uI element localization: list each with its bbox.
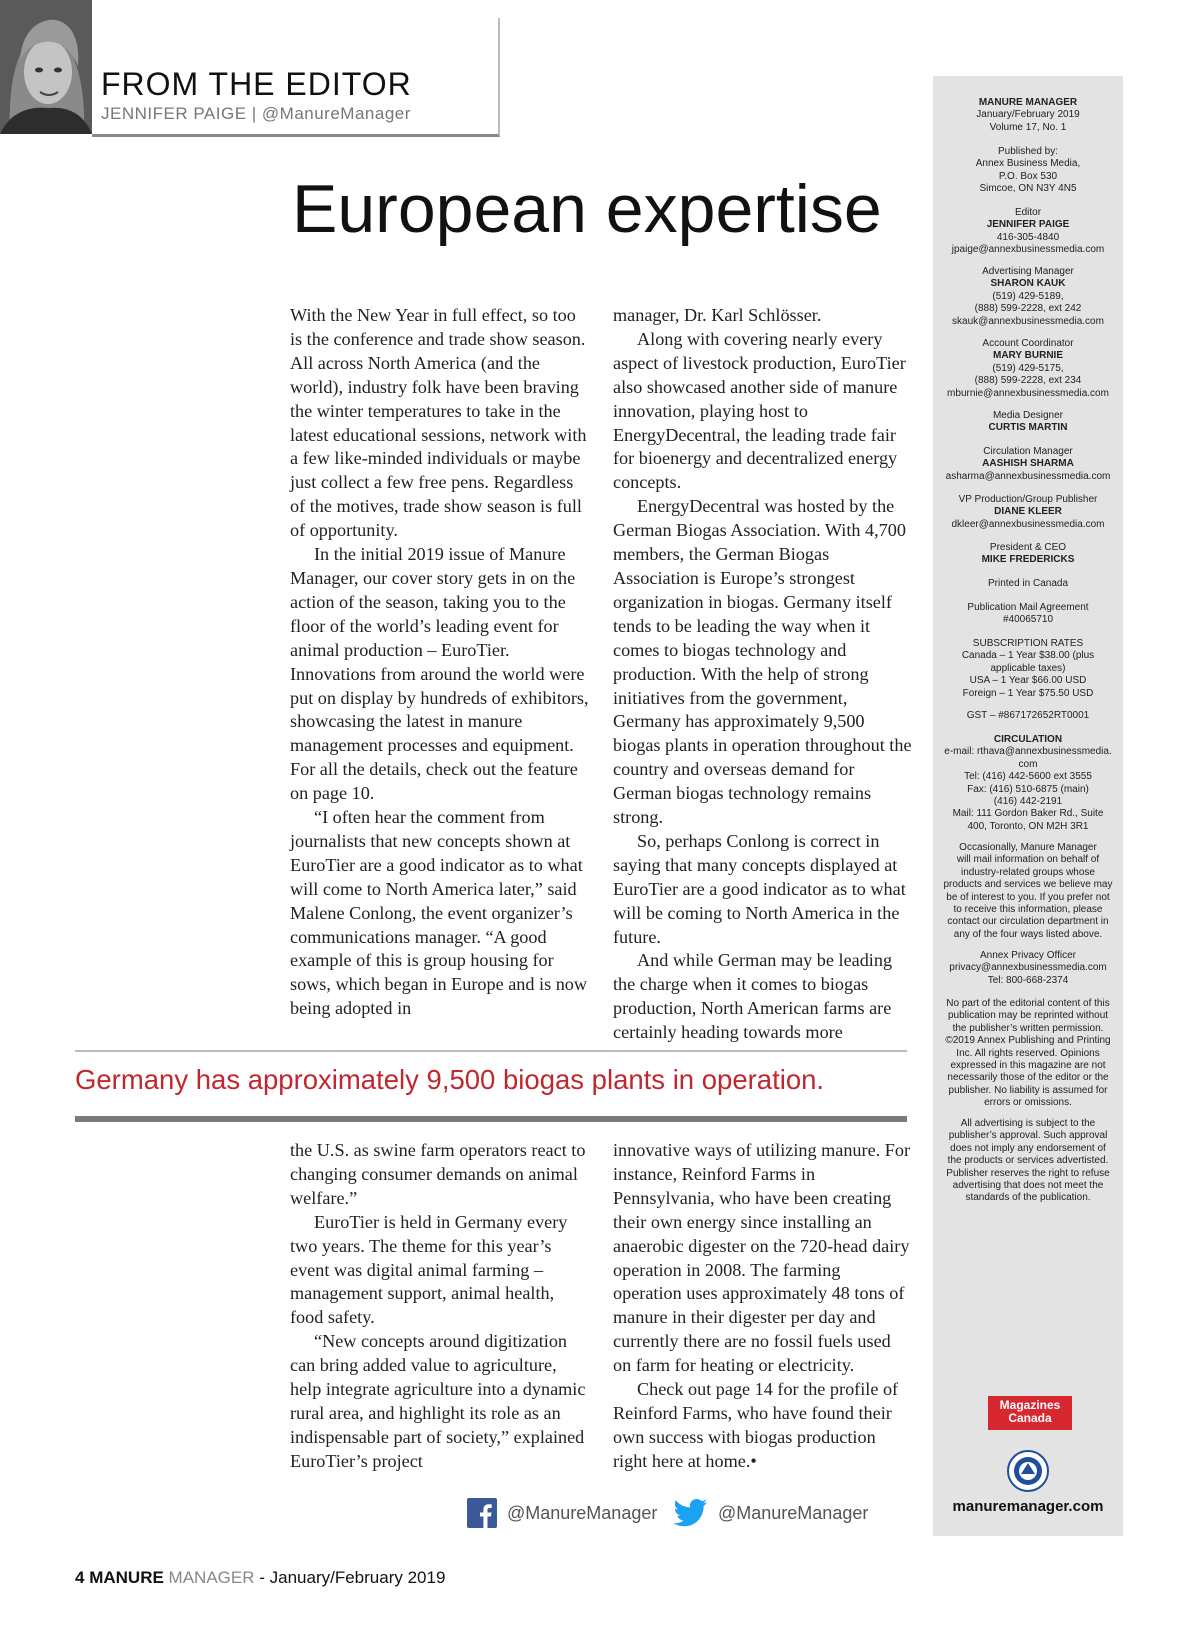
- notice-line: publisher. No liability is assumed for: [948, 1084, 1108, 1096]
- role-label: Editor: [1014, 207, 1042, 218]
- mail-agreement-number: #40065710: [1002, 614, 1054, 626]
- email[interactable]: privacy@annexbusinessmedia.com: [949, 962, 1107, 974]
- editor-portrait-image: [0, 0, 92, 134]
- masthead-occasionally: [933, 842, 1123, 941]
- twitter-link[interactable]: [674, 1497, 868, 1529]
- email[interactable]: dkleer@annexbusinessmedia.com: [951, 518, 1105, 530]
- person-name: SHARON KAUK: [990, 278, 1066, 290]
- paragraph: the U.S. as swine farm operators react to changing consumer demands on animal welfare.”: [290, 1140, 586, 1208]
- notice-line: expressed in this magazine are not: [950, 1060, 1106, 1072]
- notice-line: be of interest to you. If you prefer not: [946, 891, 1110, 903]
- body-column-2-top: [613, 304, 913, 1045]
- email[interactable]: e-mail: rthava@annexbusinessmedia.: [944, 746, 1112, 758]
- masthead-advertising: [933, 266, 1123, 328]
- paragraph: Check out page 14 for the profile of Reinford Farms, who have found their own success with biogas production right here at home.•: [613, 1379, 899, 1471]
- person-name: MIKE FREDERICKS: [981, 554, 1075, 566]
- notice-line: the publisher’s written permission.: [952, 1022, 1104, 1034]
- fax: Fax: (416) 510-6875 (main): [967, 783, 1089, 795]
- column-title: FROM THE EDITOR: [101, 66, 412, 102]
- pull-quote-rule-bottom: [75, 1116, 907, 1122]
- masthead-account: [933, 338, 1123, 400]
- paragraph: And while German may be leading the charge when it comes to biogas production, North American farms are certainly heading towards more: [613, 950, 893, 1043]
- phone: (888) 599-2228, ext 242: [974, 303, 1082, 315]
- masthead-circulation: [933, 734, 1123, 833]
- role-label: Circulation Manager: [983, 446, 1073, 457]
- publisher-box: P.O. Box 530: [998, 170, 1058, 182]
- twitter-icon: [674, 1498, 708, 1528]
- pull-quote: Germany has approximately 9,500 biogas plants in operation.: [75, 1064, 825, 1095]
- masthead-editor: [933, 207, 1123, 257]
- publication-issue: January/February 2019: [976, 109, 1080, 121]
- body-column-1-bottom: [290, 1139, 590, 1474]
- notice-line: publisher’s approval. Such approval: [948, 1130, 1108, 1142]
- notice-line: to receive this information, please: [953, 904, 1103, 916]
- masthead-mail-agreement: [933, 602, 1123, 627]
- role-label: Media Designer: [992, 410, 1064, 421]
- mail-address: 400, Toronto, ON M2H 3R1: [967, 820, 1089, 832]
- page-folio: [75, 1568, 445, 1588]
- notice-line: All advertising is subject to the: [960, 1118, 1096, 1129]
- facebook-handle: @ManureManager: [507, 1502, 658, 1523]
- paragraph: So, perhaps Conlong is correct in saying that many concepts displayed at EuroTier are a good indicator as to what will be coming to North America in the future.: [613, 830, 906, 947]
- publisher-name: Annex Business Media,: [975, 158, 1081, 170]
- notice-line: will mail information on behalf of: [956, 854, 1100, 866]
- masthead-ceo: [933, 542, 1123, 567]
- role-label: Account Coordinator: [982, 338, 1074, 349]
- person-name: DIANE KLEER: [994, 506, 1062, 518]
- editor-photo: [0, 0, 92, 134]
- person-name: JENNIFER PAIGE: [986, 219, 1070, 231]
- email[interactable]: asharma@annexbusinessmedia.com: [945, 470, 1111, 482]
- subscription-rate: USA – 1 Year $66.00 USD: [969, 675, 1087, 687]
- headline: European expertise: [292, 171, 882, 247]
- fax: (416) 442-2191: [993, 796, 1063, 808]
- phone: (888) 599-2228, ext 234: [974, 375, 1082, 387]
- masthead-publisher: [933, 146, 1123, 196]
- issue-date: - January/February 2019: [254, 1568, 446, 1587]
- notice-line: the products or services advertisted.: [947, 1155, 1109, 1167]
- notice-line: publication may be reprinted without: [947, 1010, 1109, 1022]
- byline: JENNIFER PAIGE | @ManureManager: [101, 104, 411, 123]
- email[interactable]: com: [1018, 758, 1038, 770]
- masthead-printed: Printed in Canada: [987, 578, 1069, 589]
- phone: Tel: 800-668-2374: [987, 974, 1069, 986]
- notice-line: advertising that does not meet the: [952, 1180, 1104, 1192]
- association-seal-icon: [1007, 1450, 1049, 1492]
- notice-line: products and services we believe may: [943, 879, 1113, 891]
- paragraph: In the initial 2019 issue of Manure Manager, our cover story gets in on the action of the season, taking you to the floor of the world’s leading event for animal production – EuroTier. Innovations from around the world were put on display by hundreds of exhibitors, showcasing the latest in manure management processes and equipment. For all the details, check out the feature on page 10.: [290, 544, 589, 804]
- brand-light: MANAGER: [168, 1568, 255, 1587]
- facebook-icon: [467, 1498, 497, 1528]
- published-by-label: Published by:: [997, 146, 1059, 157]
- masthead-publication: [933, 97, 1123, 134]
- person-name: MARY BURNIE: [992, 350, 1063, 362]
- masthead-designer: [933, 410, 1123, 435]
- notice-line: industry-related groups whose: [961, 866, 1095, 878]
- publisher-city: Simcoe, ON N3Y 4N5: [979, 183, 1077, 195]
- paragraph: EuroTier is held in Germany every two years. The theme for this year’s event was digital animal farming – management support, animal health, food safety.: [290, 1211, 568, 1328]
- masthead-sidebar: [933, 76, 1123, 1536]
- facebook-link[interactable]: [467, 1497, 657, 1529]
- masthead-vp: [933, 494, 1123, 531]
- notice-line: contact our circulation department in: [947, 916, 1109, 928]
- role-label: VP Production/Group Publisher: [958, 494, 1098, 505]
- paragraph: manager, Dr. Karl Schlösser.: [613, 305, 822, 325]
- mail-agreement-label: Publication Mail Agreement: [967, 602, 1089, 613]
- role-label: President & CEO: [989, 542, 1067, 553]
- notice-line: ©2019 Annex Publishing and Printing: [945, 1035, 1111, 1047]
- paragraph: “I often hear the comment from journalists that new concepts shown at EuroTier are a good indicator as to what will come to North America later,” said Malene Conlong, the event organizer’s communications manager. “A good example of this is group housing for sows, which began in Europe and is now being adopted in: [290, 807, 588, 1019]
- paragraph: With the New Year in full effect, so too is the conference and trade show season. All across North America (and the world), industry folk have been braving the winter temperatures to take in the latest educational sessions, network with a few like-minded individuals or maybe just collect a few free pens. Regardless of the motives, trade show season is full of opportunity.: [290, 305, 587, 541]
- phone: (519) 429-5175,: [992, 362, 1064, 374]
- notice-line: necessarily those of the editor or the: [947, 1072, 1109, 1084]
- paragraph: EnergyDecentral was hosted by the German Biogas Association. With 4,700 members, the German Biogas Association is Europe’s strongest organization in biogas. Germany itself tends to be leading the way when it comes to biogas technology and production. With the help of strong initiatives from the government, Germany has approximately 9,500 biogas plants in operation throughout the country and overseas demand for German biogas technology remains strong.: [613, 496, 912, 828]
- paragraph: innovative ways of utilizing manure. For instance, Reinford Farms in Pennsylvania, who have been creating their own energy since installing an anaerobic digester on the 720-head dairy operation in 2008. The farming operation uses approximately 48 tons of manure in their digester per day and currently there are no fossil fuels used on farm for heating or electricity.: [613, 1140, 911, 1376]
- subscription-rate: applicable taxes): [990, 662, 1066, 674]
- logo-line: Magazines: [999, 1398, 1061, 1412]
- magazines-canada-logo: [988, 1396, 1072, 1430]
- notice-line: Occasionally, Manure Manager: [959, 842, 1097, 853]
- notice-line: does not imply any endorsement of: [950, 1142, 1106, 1154]
- pull-quote-rule-top: [75, 1050, 907, 1052]
- notice-line: No part of the editorial content of this: [946, 998, 1110, 1009]
- phone: (519) 429-5189,: [992, 290, 1064, 302]
- notice-line: Inc. All rights reserved. Opinions: [956, 1047, 1100, 1059]
- phone: 416-305-4840: [996, 231, 1060, 243]
- website-link[interactable]: manuremanager.com: [952, 1498, 1104, 1515]
- notice-line: errors or omissions.: [984, 1097, 1072, 1109]
- paragraph: Along with covering nearly every aspect of livestock production, EuroTier also showcased another side of manure innovation, playing host to EnergyDecentral, the leading trade fair for bioenergy and decentralized energy concepts.: [613, 328, 906, 493]
- logo-line: Canada: [1008, 1411, 1052, 1425]
- notice-line: any of the four ways listed above.: [953, 928, 1103, 940]
- person-name: CURTIS MARTIN: [988, 422, 1068, 434]
- twitter-handle: @ManureManager: [718, 1502, 869, 1523]
- subscription-title: SUBSCRIPTION RATES: [972, 638, 1084, 649]
- notice-line: standards of the publication.: [965, 1192, 1091, 1204]
- body-column-1-top: [290, 304, 590, 1021]
- publication-volume: Volume 17, No. 1: [989, 121, 1067, 133]
- role-label: Annex Privacy Officer: [980, 950, 1076, 961]
- subscription-rate: Foreign – 1 Year $75.50 USD: [962, 687, 1094, 699]
- email[interactable]: skauk@annexbusinessmedia.com: [952, 315, 1104, 327]
- masthead-privacy: [933, 950, 1123, 987]
- phone: Tel: (416) 442-5600 ext 3555: [964, 771, 1092, 783]
- mail-address: Mail: 111 Gordon Baker Rd., Suite: [952, 808, 1104, 820]
- subscription-rate: Canada – 1 Year $38.00 (plus: [961, 650, 1095, 662]
- role-label: Advertising Manager: [982, 266, 1074, 277]
- brand-bold: MANURE: [89, 1568, 164, 1587]
- body-column-2-bottom: [613, 1139, 913, 1474]
- page-number: 4: [75, 1568, 85, 1587]
- masthead-gst: GST – #867172652RT0001: [966, 710, 1090, 721]
- person-name: AASHISH SHARMA: [982, 458, 1074, 470]
- email[interactable]: mburnie@annexbusinessmedia.com: [947, 387, 1109, 399]
- circulation-title: CIRCULATION: [993, 734, 1063, 745]
- masthead-rights: [933, 998, 1123, 1110]
- email[interactable]: jpaige@annexbusinessmedia.com: [951, 244, 1105, 256]
- publication-name: MANURE MANAGER: [978, 97, 1078, 108]
- paragraph: “New concepts around digitization can bring added value to agriculture, help integrate agriculture into a dynamic rural area, and highlight its role as an indispensable part of society,” explained EuroTier’s project: [290, 1331, 586, 1471]
- masthead-advertising-policy: [933, 1118, 1123, 1205]
- notice-line: Publisher reserves the right to refuse: [946, 1167, 1110, 1179]
- masthead-subscription: [933, 638, 1123, 700]
- masthead-circulation-manager: [933, 446, 1123, 483]
